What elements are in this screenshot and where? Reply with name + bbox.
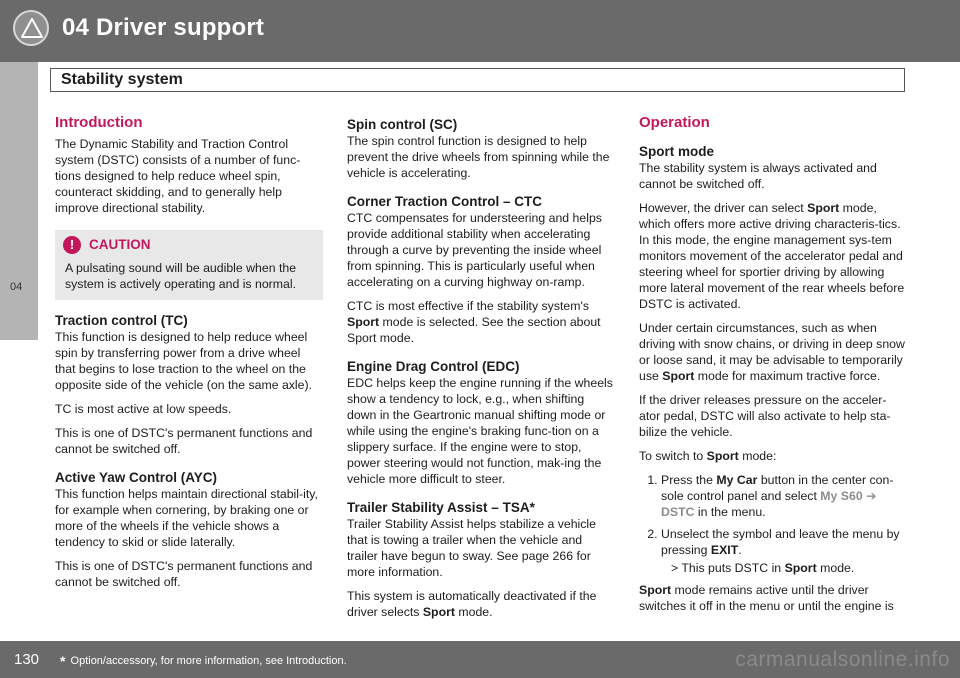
- page-footer: [0, 641, 960, 678]
- warning-triangle-icon: [13, 10, 49, 46]
- column-1: [55, 112, 323, 598]
- menu-arrow-icon: ➔: [866, 489, 877, 503]
- page-number: 130: [14, 651, 40, 668]
- chapter-side-tab: [0, 62, 38, 340]
- caution-label: CAUTION: [89, 237, 151, 252]
- menu-path-dstc: DSTC: [661, 505, 695, 519]
- corner-traction-control-text-2: CTC is most effective if the stability system's Sport mode is selected. See the section about Sport mode.: [347, 299, 601, 345]
- engine-drag-control-text: EDC helps keep the engine running if the wheels show a tendency to lock, e.g., when shifting down in the Geartronic manual shifting mode or while using the engine's braking func-tion on a slippery surface. If the engine were to stop, power steering would not function, mak-ing the vehicle more difficult to steer.: [347, 376, 613, 486]
- chapter-title: 04 Driver support: [62, 14, 265, 41]
- menu-path-my-s60: My S60: [820, 489, 863, 503]
- trailer-stability-assist-text-2: This system is automatically deactivated if the driver selects Sport mode.: [347, 589, 597, 619]
- switch-intro-text: To switch to Sport mode:: [639, 449, 777, 463]
- chapter-header: [0, 0, 960, 62]
- switch-steps-list: [639, 472, 907, 576]
- spin-control-text: The spin control function is designed to help prevent the drive wheels from spinning while the vehicle is accelerating.: [347, 134, 610, 180]
- footnote: * Option/accessory, for more information, see Introduction.: [60, 653, 347, 669]
- caution-box: [55, 230, 323, 300]
- active-yaw-control-text-1: This function helps maintain directional stabil-ity, for example when cornering, by braking one or more of the wheels if the vehicle shows a tendency to skid or slide laterally.: [55, 487, 318, 549]
- introduction-heading: Introduction: [55, 114, 143, 131]
- operation-heading: Operation: [639, 114, 710, 131]
- sport-mode-text-1: The stability system is always activated and cannot be switched off.: [639, 161, 877, 191]
- corner-traction-control-text-1: CTC compensates for understeering and helps provide additional stability when accelerating through a curve by preventing the inside wheel from spinning. This is particularly useful when accelerating on a curving highway on-ramp.: [347, 211, 602, 289]
- step-1: 1. Press the My Car button in the center con-sole control panel and select My S60 ➔ DSTC in the menu.: [661, 472, 907, 520]
- step-2-result: > This puts DSTC in Sport mode.: [671, 561, 855, 575]
- sport-mode-text-3: Under certain circumstances, such as when driving with snow chains, or driving in deep snow or loose sand, it may be advisable to temporarily use Sport mode for maximum tractive force.: [639, 321, 905, 383]
- section-title: Stability system: [61, 71, 183, 88]
- watermark: carmanualsonline.info: [735, 648, 950, 671]
- sport-mode-text-4: If the driver releases pressure on the acceler-ator pedal, DSTC will also activate to help sta-bilize the vehicle.: [639, 393, 891, 439]
- caution-text: A pulsating sound will be audible when the system is actively operating and is normal.: [65, 261, 297, 291]
- traction-control-heading: Traction control (TC): [55, 313, 188, 328]
- trailer-stability-assist-text-1: Trailer Stability Assist helps stabilize a vehicle that is towing a trailer when the vehicle and trailer have begun to sway. See page 266 for more information.: [347, 517, 596, 579]
- caution-exclamation-icon: !: [63, 236, 81, 254]
- section-title-bar: [50, 68, 905, 92]
- step-2: 2. Unselect the symbol and leave the menu by pressing EXIT. > This puts DSTC in Sport mode.: [661, 526, 907, 576]
- engine-drag-control-heading: Engine Drag Control (EDC): [347, 359, 520, 374]
- column-3: [639, 112, 907, 622]
- introduction-text: The Dynamic Stability and Traction Control system (DSTC) consists of a number of func-tions designed to help reduce wheel spin, counteract skidding, and to generally help improve directional stability.: [55, 137, 301, 215]
- sport-mode-text-2: However, the driver can select Sport mode, which offers more active driving characteris-tics. In this mode, the engine management sys-tem monitors movement of the accelerator pedal and steering wheel for sportier driving by allowing more lateral movement of the rear wheels before DSTC is activated.: [639, 201, 905, 311]
- spin-control-heading: Spin control (SC): [347, 117, 458, 132]
- trailer-stability-assist-heading: Trailer Stability Assist – TSA*: [347, 500, 535, 515]
- sport-mode-heading: Sport mode: [639, 144, 715, 159]
- sport-mode-closing-text: Sport mode remains active until the driver switches it off in the menu or until the engine is: [639, 583, 894, 613]
- column-2: [347, 112, 615, 628]
- traction-control-text-2: TC is most active at low speeds.: [55, 402, 232, 416]
- corner-traction-control-heading: Corner Traction Control – CTC: [347, 194, 543, 209]
- traction-control-text-3: This is one of DSTC's permanent functions and cannot be switched off.: [55, 426, 313, 456]
- traction-control-text-1: This function is designed to help reduce wheel spin by transferring power from a drive wheel that begins to lose traction to the wheel on the opposite side of the vehicle (on the same axle).: [55, 330, 313, 392]
- active-yaw-control-heading: Active Yaw Control (AYC): [55, 470, 218, 485]
- side-tab-label: 04: [10, 281, 23, 293]
- active-yaw-control-text-2: This is one of DSTC's permanent functions and cannot be switched off.: [55, 559, 313, 589]
